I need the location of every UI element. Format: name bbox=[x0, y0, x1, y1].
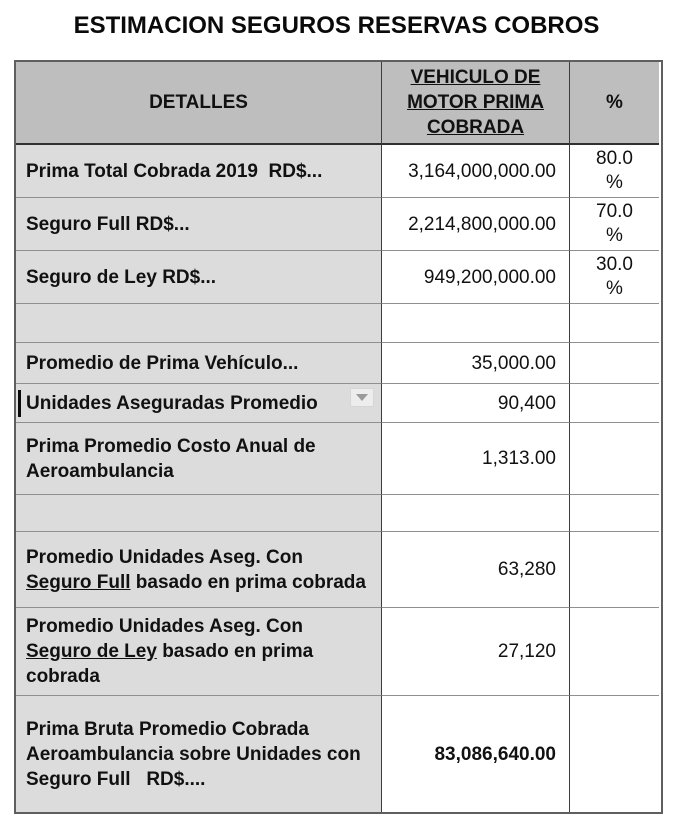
detail-cell bbox=[16, 145, 382, 198]
percent-sign: % bbox=[606, 225, 623, 246]
value-text: 949,200,000.00 bbox=[423, 266, 556, 288]
value-text: 83,086,640.00 bbox=[434, 743, 556, 765]
chevron-down-icon bbox=[356, 394, 368, 401]
value-cell bbox=[382, 198, 570, 251]
value-text: 2,214,800,000.00 bbox=[408, 213, 556, 235]
percent-cell bbox=[570, 532, 659, 608]
table-row-prima-total bbox=[16, 145, 661, 198]
percent-cell bbox=[570, 696, 659, 812]
detail-label: Promedio Unidades Aseg. Con Seguro Full basado en prima cobrada bbox=[26, 546, 366, 593]
header-label-percent: % bbox=[606, 92, 623, 113]
value-cell bbox=[382, 251, 570, 304]
value-text: 90,400 bbox=[497, 392, 556, 414]
value-text: 27,120 bbox=[497, 641, 556, 662]
detail-cell bbox=[16, 343, 382, 384]
percent-value: 80.0 bbox=[596, 148, 633, 169]
detail-label: Seguro de Ley RD$... bbox=[26, 266, 217, 288]
table-row-promedio-prima bbox=[16, 343, 661, 384]
value-text: 63,280 bbox=[497, 559, 556, 580]
detail-cell-active[interactable] bbox=[16, 384, 382, 423]
detail-cell bbox=[16, 608, 382, 696]
table-row-seguro-ley bbox=[16, 251, 661, 304]
detail-label: Unidades Aseguradas Promedio bbox=[26, 392, 318, 414]
value-cell bbox=[382, 608, 570, 696]
detail-cell bbox=[16, 696, 382, 812]
table-row-unidades-ley bbox=[16, 608, 661, 696]
detail-cell bbox=[16, 304, 382, 343]
table-row-prima-aeroambulancia bbox=[16, 423, 661, 495]
detail-cell bbox=[16, 198, 382, 251]
header-cell-vehiculo bbox=[382, 62, 570, 145]
percent-value: 30.0 bbox=[596, 254, 633, 275]
percent-cell bbox=[570, 198, 659, 251]
dropdown-button[interactable] bbox=[350, 388, 374, 407]
table-row-empty bbox=[16, 304, 661, 343]
detail-label: Seguro Full RD$... bbox=[26, 213, 190, 235]
percent-sign: % bbox=[606, 172, 623, 193]
detail-label: Prima Promedio Costo Anual de Aeroambulancia bbox=[26, 435, 316, 482]
detail-cell bbox=[16, 423, 382, 495]
detail-cell bbox=[16, 495, 382, 532]
table-header-row bbox=[16, 62, 661, 145]
value-cell bbox=[382, 343, 570, 384]
percent-cell bbox=[570, 145, 659, 198]
percent-sign: % bbox=[606, 278, 623, 299]
value-text: 3,164,000,000.00 bbox=[408, 160, 556, 182]
table-row-unidades-full bbox=[16, 532, 661, 608]
percent-cell bbox=[570, 495, 659, 532]
value-cell bbox=[382, 384, 570, 423]
value-cell bbox=[382, 145, 570, 198]
value-cell bbox=[382, 495, 570, 532]
value-cell bbox=[382, 696, 570, 812]
table-row-empty bbox=[16, 495, 661, 532]
detail-cell bbox=[16, 532, 382, 608]
detail-label: Prima Bruta Promedio Cobrada Aeroambulancia sobre Unidades con Seguro Full RD$.... bbox=[26, 718, 366, 790]
detail-label: Promedio Unidades Aseg. Con Seguro de Ley basado en prima cobrada bbox=[26, 616, 314, 687]
table-row-unidades-aseguradas bbox=[16, 384, 661, 423]
value-cell bbox=[382, 532, 570, 608]
text-cursor-icon bbox=[18, 390, 21, 417]
value-text: 1,313.00 bbox=[482, 448, 556, 469]
detail-label: Prima Total Cobrada 2019 RD$... bbox=[26, 160, 323, 182]
percent-cell bbox=[570, 384, 659, 423]
value-cell bbox=[382, 304, 570, 343]
page-title: ESTIMACION SEGUROS RESERVAS COBROS bbox=[73, 12, 600, 39]
percent-cell bbox=[570, 608, 659, 696]
percent-cell bbox=[570, 423, 659, 495]
detail-label: Promedio de Prima Vehículo... bbox=[26, 352, 299, 374]
percent-value: 70.0 bbox=[596, 201, 633, 222]
header-cell-percent bbox=[570, 62, 659, 145]
table-row-seguro-full bbox=[16, 198, 661, 251]
table-row-prima-bruta bbox=[16, 696, 661, 812]
percent-cell bbox=[570, 304, 659, 343]
value-cell bbox=[382, 423, 570, 495]
percent-cell bbox=[570, 251, 659, 304]
header-label-vehiculo: VEHICULO DE MOTOR PRIMA COBRADA bbox=[407, 67, 544, 138]
estimation-table bbox=[14, 60, 663, 814]
header-label-detalles: DETALLES bbox=[149, 92, 248, 113]
percent-cell bbox=[570, 343, 659, 384]
detail-cell bbox=[16, 251, 382, 304]
value-text: 35,000.00 bbox=[471, 352, 556, 374]
header-cell-detalles bbox=[16, 62, 382, 145]
